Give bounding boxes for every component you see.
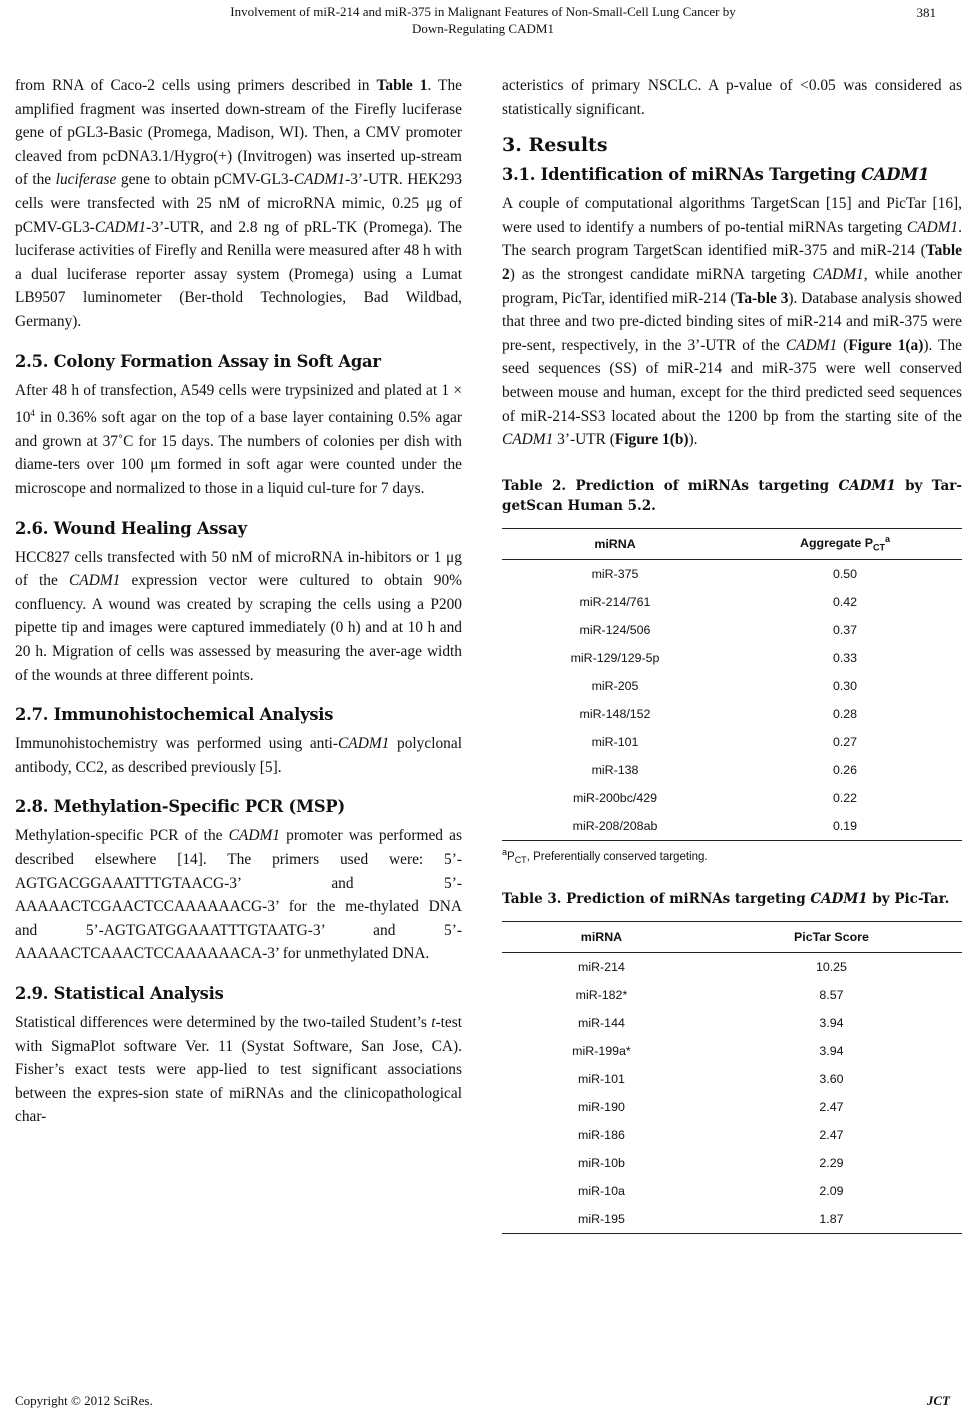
paragraph-immunohistochemistry: Immunohistochemistry was performed using anti-CADM1 polyclonal antibody, CC2, as described previously [5]. (15, 735, 462, 776)
table-row: miR-148/152 0.28 (579, 706, 858, 721)
table-row: miR-186 2.47 (578, 1127, 844, 1142)
paragraph-colony-formation: After 48 h of transfection, A549 cells were trypsinized and plated at $1 \times 10^4$ in 0.36% soft agar on the top of a base layer containing 0.5% agar and grown at 37˚C for 15 days. The numbers of colonies per dish with diame-ters over 100 μm formed in soft agar were counted under the microscope and normalized to those in a liquid cul-ture for 7 days. (15, 381, 462, 498)
table-2-caption: Table 2. Prediction of miRNAs targeting CADM1 by Tar-getScan Human 5.2. (502, 477, 962, 514)
heading-results: 3. Results (502, 134, 608, 157)
heading-3-1: 3.1. Identification of miRNAs Targeting CADM1 (502, 165, 930, 185)
table-row: miR-199a* 3.94 (572, 1043, 844, 1058)
table-3-header-score: PicTar Score (701, 921, 962, 952)
table-row: miR-200bc/429 0.22 (572, 790, 858, 805)
table-row: miR-129/129-5p 0.33 (570, 650, 858, 665)
heading-2-5: 2.5. Colony Formation Assay in Soft Agar (15, 351, 381, 371)
page-number: 381 (916, 5, 936, 20)
table-row: miR-182* 8.57 (575, 987, 844, 1002)
table-3-ref[interactable]: Ta-ble 3 (735, 289, 789, 307)
heading-2-7: 2.7. Immunohistochemical Analysis (15, 705, 334, 725)
table-row: miR-190 2.47 (578, 1099, 844, 1114)
table-row: miR-205 0.30 (591, 678, 858, 693)
right-column (502, 74, 962, 1234)
table-row: miR-101 3.60 (578, 1071, 844, 1086)
paragraph-msp: Methylation-specific PCR of the CADM1 promoter was performed as described elsewhere [14]. The primers used were: 5’-AGTGACGGAAATTTGTAACG-3’ and 5’-AAAAACTCGAACTCCAAAAAACG-3’ for the me-thylated DNA and 5’-AGTGATGGAAATTTGTAATG-3’ and 5’-AAAAACTCAAACTCCAAAAAACA-3’ for unmethylated DNA. (15, 827, 462, 963)
figure-1a-ref[interactable]: Figure 1(a) (848, 336, 924, 354)
left-column (15, 74, 462, 1129)
table-row: miR-101 0.27 (591, 734, 858, 749)
table-row: miR-375 0.50 (591, 566, 858, 581)
heading-2-6: 2.6. Wound Healing Assay (15, 518, 247, 538)
paragraph-identification: A couple of computational algorithms TargetScan [15] and PicTar [16], were used to identify a numbers of po-tential miRNAs targeting CADM1. The search program TargetScan identified miR-375 and miR-214 (Table 2) as the strongest candidate miRNA targeting CADM1, while another program, PicTar, identified miR-214 (Ta-ble 3). Database analysis showed that three and two pre-dicted binding sites of miR-214 and miR-375 were pre-sent, respectively, in the 3’-UTR of the CADM1 (Figure 1(a)). The seed sequences (SS) of miR-214 and miR-375 were well conserved between mouse and human, except for the third predicted seed sequences of miR-214-SS3 located about the 1200 bp from the starting site of the CADM1 3’-UTR (Figure 1(b)). (502, 195, 962, 449)
page-footer (15, 1393, 950, 1409)
table-row: miR-124/506 0.37 (579, 622, 858, 637)
table-3-header-mirna: miRNA (502, 921, 701, 952)
heading-2-8: 2.8. Methylation-Specific PCR (MSP) (15, 797, 345, 817)
heading-2-9: 2.9. Statistical Analysis (15, 983, 224, 1003)
table-2 (502, 528, 962, 841)
running-title: Involvement of miR-214 and miR-375 in Malignant Features of Non-Small-Cell Lung Cancer by Down-Regulating CADM1 (230, 4, 736, 36)
table-row: miR-144 3.94 (578, 1015, 844, 1030)
table-2-header-mirna: miRNA (502, 528, 728, 559)
figure-1b-ref[interactable]: Figure 1(b) (614, 431, 689, 449)
paragraph-luciferase-construct: from RNA of Caco-2 cells using primers described in Table 1. The amplified fragment was inserted down-stream of the Firefly luciferase gene of pGL3-Basic (Promega, Madison, WI). Then, a CMV promoter cleaved from pcDNA3.1/Hygro(+) (Invitrogen) was inserted up-stream of the luciferase gene to obtain pCMV-GL3-CADM1-3’-UTR. HEK293 cells were transfected with 25 nM of microRNA mimic, 0.25 μg of pCMV-GL3-CADM1-3’-UTR, and 2.8 ng of pRL-TK (Promega). The luciferase activities of Firefly and Renilla were measured after 48 h with a dual luciferase reporter assay system (Promega) using a Lumat LB9507 luminometer (Ber-thold Technologies, Bad Wildbad, Germany). (15, 77, 462, 330)
table-2-footnote: $^aP_{CT}$, Preferentially conserved targeting. (502, 846, 708, 865)
table-row: miR-208/208ab 0.19 (502, 812, 962, 841)
table-3-caption: Table 3. Prediction of miRNAs targeting CADM1 by Pic-Tar. (502, 890, 950, 907)
paragraph-statistics-continued: acteristics of primary NSCLC. A p-value of <0.05 was considered as statistically significant. (502, 77, 962, 118)
paragraph-statistics: Statistical differences were determined by the two-tailed Student’s t-test with SigmaPlot software Ver. 11 (Systat Software, San Jose, CA). Fisher’s exact tests were app-lied to test significant associations between the expres-sion state of miRNAs and the clinicopathological char- (15, 1013, 462, 1126)
table-row: miR-138 0.26 (591, 762, 858, 777)
paragraph-wound-healing: HCC827 cells transfected with 50 nM of microRNA in-hibitors or 1 μg of the CADM1 expression vector were cultured to obtain 90% confluency. A wound was created by scraping the cells using a P200 pipette tip and images were captured immediately (0 h) and at 10 h and 20 h. Migration of cells was assessed by measuring the aver-age width of the wounds at three different points. (15, 548, 462, 684)
table-2-header-score: Aggregate $P_{CT}^a$ (728, 528, 962, 559)
table-3 (502, 921, 962, 1234)
table-2-ref[interactable]: Table 2 (502, 242, 962, 283)
table-1-ref[interactable]: Table 1 (376, 77, 428, 94)
copyright-notice: Copyright © 2012 SciRes. (15, 1393, 153, 1408)
table-row: miR-214/761 0.42 (579, 594, 858, 609)
table-row: miR-195 1.87 (502, 1205, 962, 1234)
page-header (0, 0, 966, 46)
table-row: miR-214 10.25 (578, 959, 847, 974)
table-row: miR-10b 2.29 (578, 1155, 844, 1170)
table-row: miR-10a 2.09 (578, 1183, 844, 1198)
journal-abbreviation: JCT (926, 1393, 950, 1408)
